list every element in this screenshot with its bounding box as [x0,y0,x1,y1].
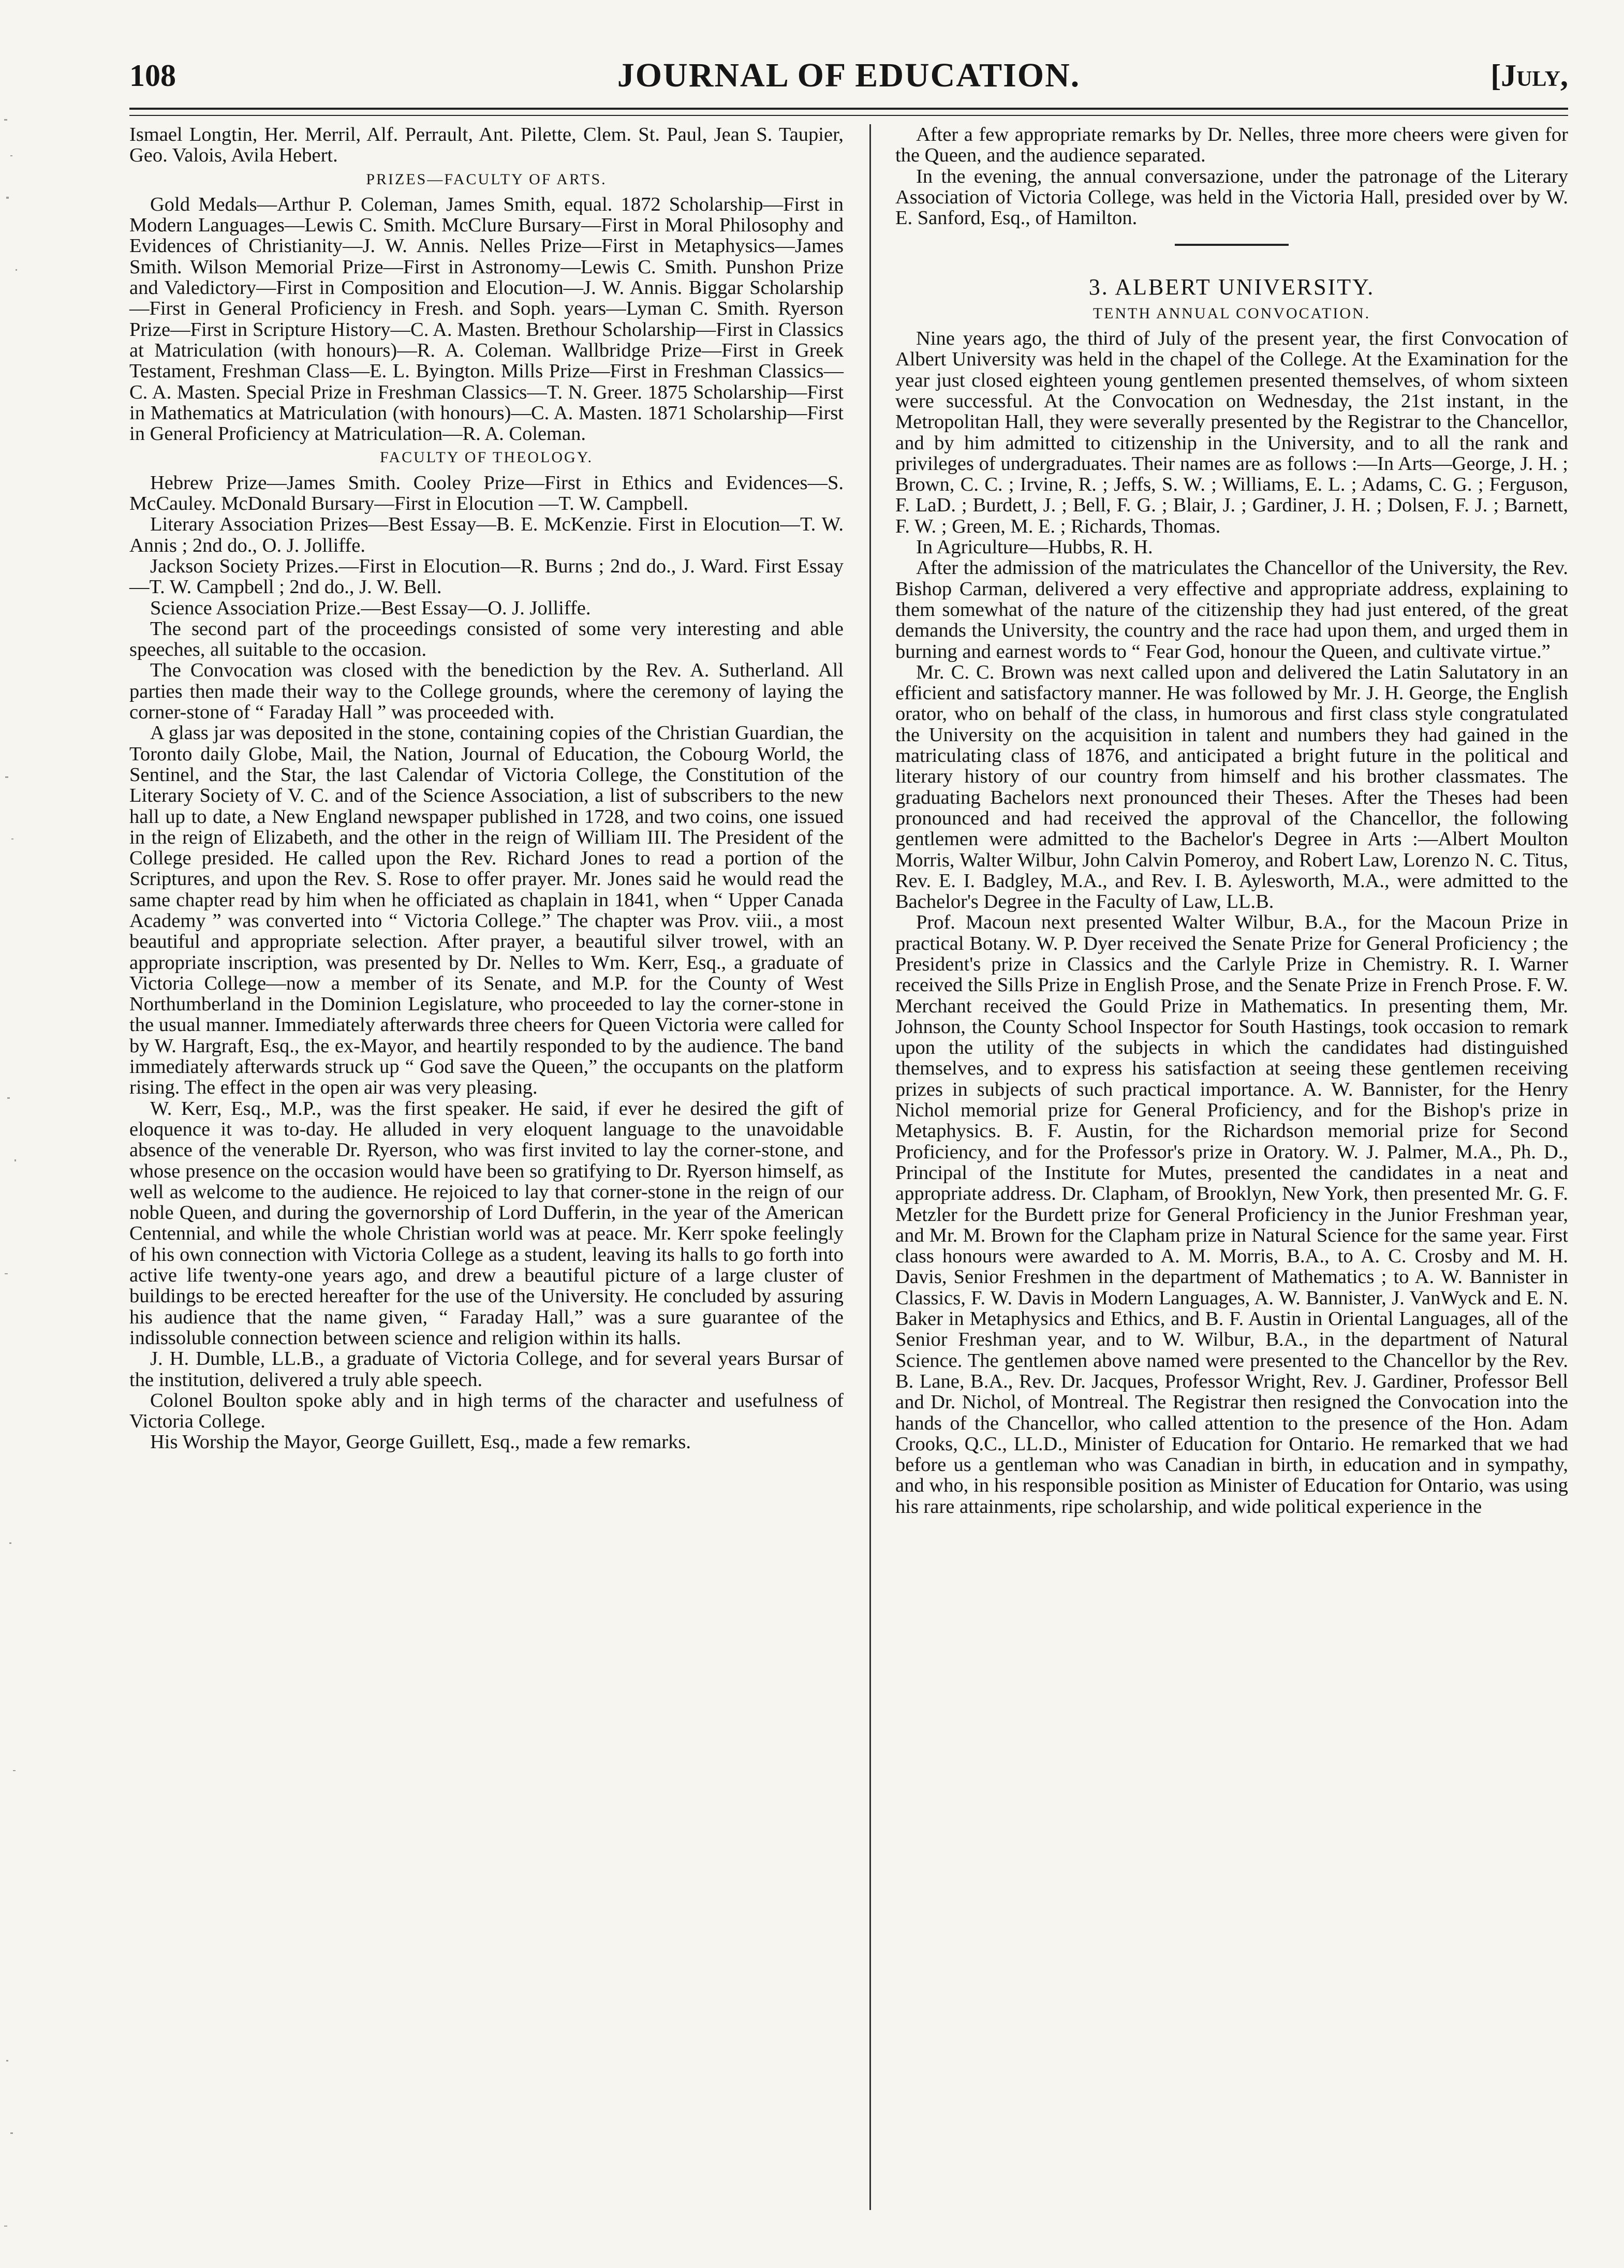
paragraph: Prof. Macoun next presented Walter Wilbur, B.A., for the Macoun Prize in practical Botany. W. P. Dyer received the Senate Prize for General Proficiency ; the President's prize in Classics and the Carlyle Prize in Chemistry. R. I. Warner received the Sills Prize in English Prose, and the Senate Prize in French Prose. F. W. Merchant received the Gould Prize in Mathematics. In presenting them, Mr. Johnson, the County School Inspector for South Hastings, took occasion to remark upon the utility of the subjects in which the candidates had distinguished themselves, and to express his satisfaction at seeing these gentlemen receiving prizes in subjects of such practical importance. A. W. Bannister, for the Henry Nichol memorial prize for General Proficiency, and for the Bishop's prize in Metaphysics. B. F. Austin, for the Richardson memorial prize for Second Proficiency, and for the Professor's prize in Oratory. W. J. Palmer, M.A., Ph. D., Principal of the Institute for Mutes, presented the candidates in a neat and appropriate address. Dr. Clapham, of Brooklyn, New York, then presented Mr. G. F. Metzler for the Burdett prize for General Proficiency in the Junior Freshman year, and Mr. M. Brown for the Clapham prize in Natural Science for the same year. First class honours were awarded to A. M. Morris, B.A., to A. C. Crosby and M. H. Davis, Senior Freshmen in the department of Mathematics ; to A. W. Bannister in Classics, F. W. Davis in Modern Languages, A. W. Bannister, J. VanWyck and E. N. Baker in Metaphysics and Ethics, and B. F. Austin in Oriental Languages, all of the Senior Freshman year, and to W. Wilbur, B.A., in the department of Natural Science. The gentlemen above named were presented to the Chancellor by the Rev. B. Lane, B.A., Rev. Dr. Jacques, Professor Wright, Rev. J. Gardiner, Professor Bell and Dr. Nichol, of Montreal. The Registrar then resigned the Convocation into the hands of the Chancellor, who called attention to the presence of the Hon. Adam Crooks, Q.C., LL.D., Minister of Education for Ontario. He remarked that we had before us a gentleman who was Canadian in birth, in education and in sympathy, and who, in his responsible position as Minister of Education for Ontario, was using his rare attainments, ripe scholarship, and wide political experience in the [895,911,1568,1518]
paragraph: Hebrew Prize—James Smith. Cooley Prize—First in Ethics and Evidences—S. McCauley. McDonald Bursary—First in Elocution —T. W. Campbell. [129,472,844,515]
paragraph: In the evening, the annual conversazione, under the patronage of the Literary Association of Victoria College, was held in the Victoria Hall, presided over by W. E. Sanford, Esq., of Hamilton. [895,165,1568,229]
paragraph: Nine years ago, the third of July of the present year, the first Convocation of Albert University was held in the chapel of the College. At the Examination for the year just closed eighteen young gentlemen presented themselves, of whom sixteen were successful. At the Convocation on Wednesday, the 21st instant, in the Metropolitan Hall, they were severally presented by the Registrar to the Chancellor, and by him admitted to citizenship in the University, and to all the rank and privileges of undergraduates. Their names are as follows :—In Arts—George, J. H. ; Brown, C. C. ; Irvine, R. ; Jeffs, S. W. ; Williams, E. L. ; Adams, C. G. ; Ferguson, F. LaD. ; Burdett, J. ; Bell, F. G. ; Blair, J. ; Gardiner, J. H. ; Dolsen, F. J. ; Barnett, F. W. ; Green, M. E. ; Richards, Thomas. [895,328,1568,537]
paragraph: His Worship the Mayor, George Guillett, Esq., made a few remarks. [150,1431,691,1453]
paragraph: Literary Association Prizes—Best Essay—B. E. McKenzie. First in Elocution—T. W. Annis ; 2nd do., O. J. Jolliffe. [129,513,844,556]
paragraph: W. Kerr, Esq., M.P., was the first speaker. He said, if ever he desired the gift of eloquence it was to-day. He alluded in very eloquent language to the unavoidable absence of the venerable Dr. Ryerson, who was first invited to lay the corner-stone, and whose presence on the occasion would have been so gratifying to Dr. Ryerson himself, as well as welcome to the audience. He rejoiced to lay that corner-stone in the reign of our noble Queen, and during the governorship of Lord Dufferin, in the year of the American Centennial, and while the whole Christian world was at peace. Mr. Kerr spoke feelingly of his own connection with Victoria College as a student, leaving its halls to go forth into active life twenty-one years ago, and drew a beautiful picture of a large cluster of buildings to be erected hereafter for the use of the University. He concluded by assuring his audience that the name given, “ Faraday Hall,” was a sure guarantee of the indissoluble connection between science and religion within its halls. [129,1097,844,1349]
column-divider [869,124,871,2210]
paragraph: A glass jar was deposited in the stone, containing copies of the Christian Guardian, the Toronto daily Globe, Mail, the Nation, Journal of Education, the Cobourg World, the Sentinel, and the Star, the last Calendar of Victoria College, the Constitution of the Literary Society of V. C. and of the Science Association, a list of subscribers to the new hall up to date, a New England newspaper published in 1728, and two coins, one issued in the reign of Elizabeth, and the other in the reign of William III. The President of the College presided. He called upon the Rev. Richard Jones to read a portion of the Scriptures, and upon the Rev. S. Rose to offer prayer. Mr. Jones said he would read the same chapter read by him when he officiated as chaplain in 1841, when “ Upper Canada Academy ” was converted into “ Victoria College.” The chapter was Prov. viii., a most beautiful and appropriate selection. After prayer, a beautiful silver trowel, with an appropriate inscription, was presented by Dr. Nelles to Wm. Kerr, Esq., a graduate of Victoria College—now a member of its Senate, and M.P. for the County of West Northumberland in the Dominion Legislature, who proceeded to lay the corner-stone in the usual manner. Immediately afterwards three cheers for Queen Victoria were called for by W. Hargraft, Esq., the ex-Mayor, and heartily responded to by the audience. The band immediately afterwards struck up “ God save the Queen,” the occupants on the platform rising. The effect in the open air was very pleasing. [129,722,844,1099]
scan-edge-marks [0,0,31,2268]
section-heading-theology: FACULTY OF THEOLOGY. [380,449,593,466]
paragraph: In Agriculture—Hubbs, R. H. [916,536,1153,558]
header-rule [129,108,1568,116]
paragraph: Science Association Prize.—Best Essay—O. J. Jolliffe. [150,597,591,619]
paragraph: After the admission of the matriculates the Chancellor of the University, the Rev. Bishop Carman, delivered a very effective and appropriate address, explaining to them somewhat of the nature of the citizenship they had just entered, of the great demands the University, the country and the race had upon them, and urged them in burning and earnest words to “ Fear God, honour the Queen, and cultivate virtue.” [895,557,1568,662]
paragraph: After a few appropriate remarks by Dr. Nelles, three more cheers were given for the Queen, and the audience separated. [895,124,1568,167]
paragraph: Colonel Boulton spoke ably and in high terms of the character and usefulness of Victoria College. [129,1389,844,1433]
paragraph: Gold Medals—Arthur P. Coleman, James Smith, equal. 1872 Scholarship—First in Modern Languages—Lewis C. Smith. McClure Bursary—First in Moral Philosophy and Evidences of Christianity—J. W. Annis. Nelles Prize—First in Metaphysics—James Smith. Wilson Memorial Prize—First in Astronomy—Lewis C. Smith. Punshon Prize and Valedictory—First in Composition and Elocution—J. W. Annis. Biggar Scholarship—First in General Proficiency in Fresh. and Soph. years—Lyman C. Smith. Ryerson Prize—First in Scripture History—C. A. Masten. Brethour Scholarship—First in Classics at Matriculation (with honours)—R. A. Coleman. Wallbridge Prize—First in Greek Testament, Freshman Class—E. L. Byington. Mills Prize—First in Freshman Classics—C. A. Masten. Special Prize in Freshman Classics—T. N. Greer. 1875 Scholarship—First in Mathematics at Matriculation (with honours)—C. A. Masten. 1871 Scholarship—First in General Proficiency at Matriculation—R. A. Coleman. [129,193,844,445]
right-column [895,124,1568,1517]
page-number: 108 [129,58,176,93]
left-column [129,124,844,1453]
paragraph: Jackson Society Prizes.—First in Elocution—R. Burns ; 2nd do., J. Ward. First Essay—T. W. Campbell ; 2nd do., J. W. Bell. [129,555,844,598]
paragraph: J. H. Dumble, LL.B., a graduate of Victoria College, and for several years Bursar of the institution, delivered a truly able speech. [129,1348,844,1391]
article-subheading: TENTH ANNUAL CONVOCATION. [1092,304,1371,322]
paragraph: Mr. C. C. Brown was next called upon and delivered the Latin Salutatory in an efficient and satisfactory manner. He was followed by Mr. J. H. George, the English orator, who on behalf of the class, in humorous and first class style congratulated the University on the acquisition in talent and numbers they had gained in the matriculating class of 1876, and anticipated a bright future in the political and literary history of our country from himself and his brother classmates. The graduating Bachelors next pronounced their Theses. After the Theses had been pronounced and had received the approval of the Chancellor, the following gentlemen were admitted to the Bachelor's Degree in Arts :—Albert Moulton Morris, Walter Wilbur, John Calvin Pomeroy, and Robert Law, Lorenzo N. C. Titus, Rev. E. I. Badgley, M.A., and Rev. I. B. Aylesworth, M.A., were admitted to the Bachelor's Degree in the Faculty of Law, LL.B. [895,661,1568,913]
article-heading: 3. ALBERT UNIVERSITY. [1088,274,1375,300]
section-heading-arts: PRIZES—FACULTY OF ARTS. [366,170,607,188]
paragraph: The second part of the proceedings consisted of some very interesting and able speeches, all suitable to the occasion. [129,617,844,661]
issue-date: [July, [1490,58,1568,93]
page-header [129,50,1568,107]
paragraph: The Convocation was closed with the benediction by the Rev. A. Sutherland. All parties then made their way to the College grounds, where the ceremony of laying the corner-stone of “ Faraday Hall ” was proceeded with. [129,659,844,724]
journal-title: JOURNAL OF EDUCATION. [617,56,1081,94]
paragraph: Ismael Longtin, Her. Merril, Alf. Perrault, Ant. Pilette, Clem. St. Paul, Jean S. Taupier, Geo. Valois, Avila Hebert. [129,124,844,167]
section-rule [1175,244,1289,246]
